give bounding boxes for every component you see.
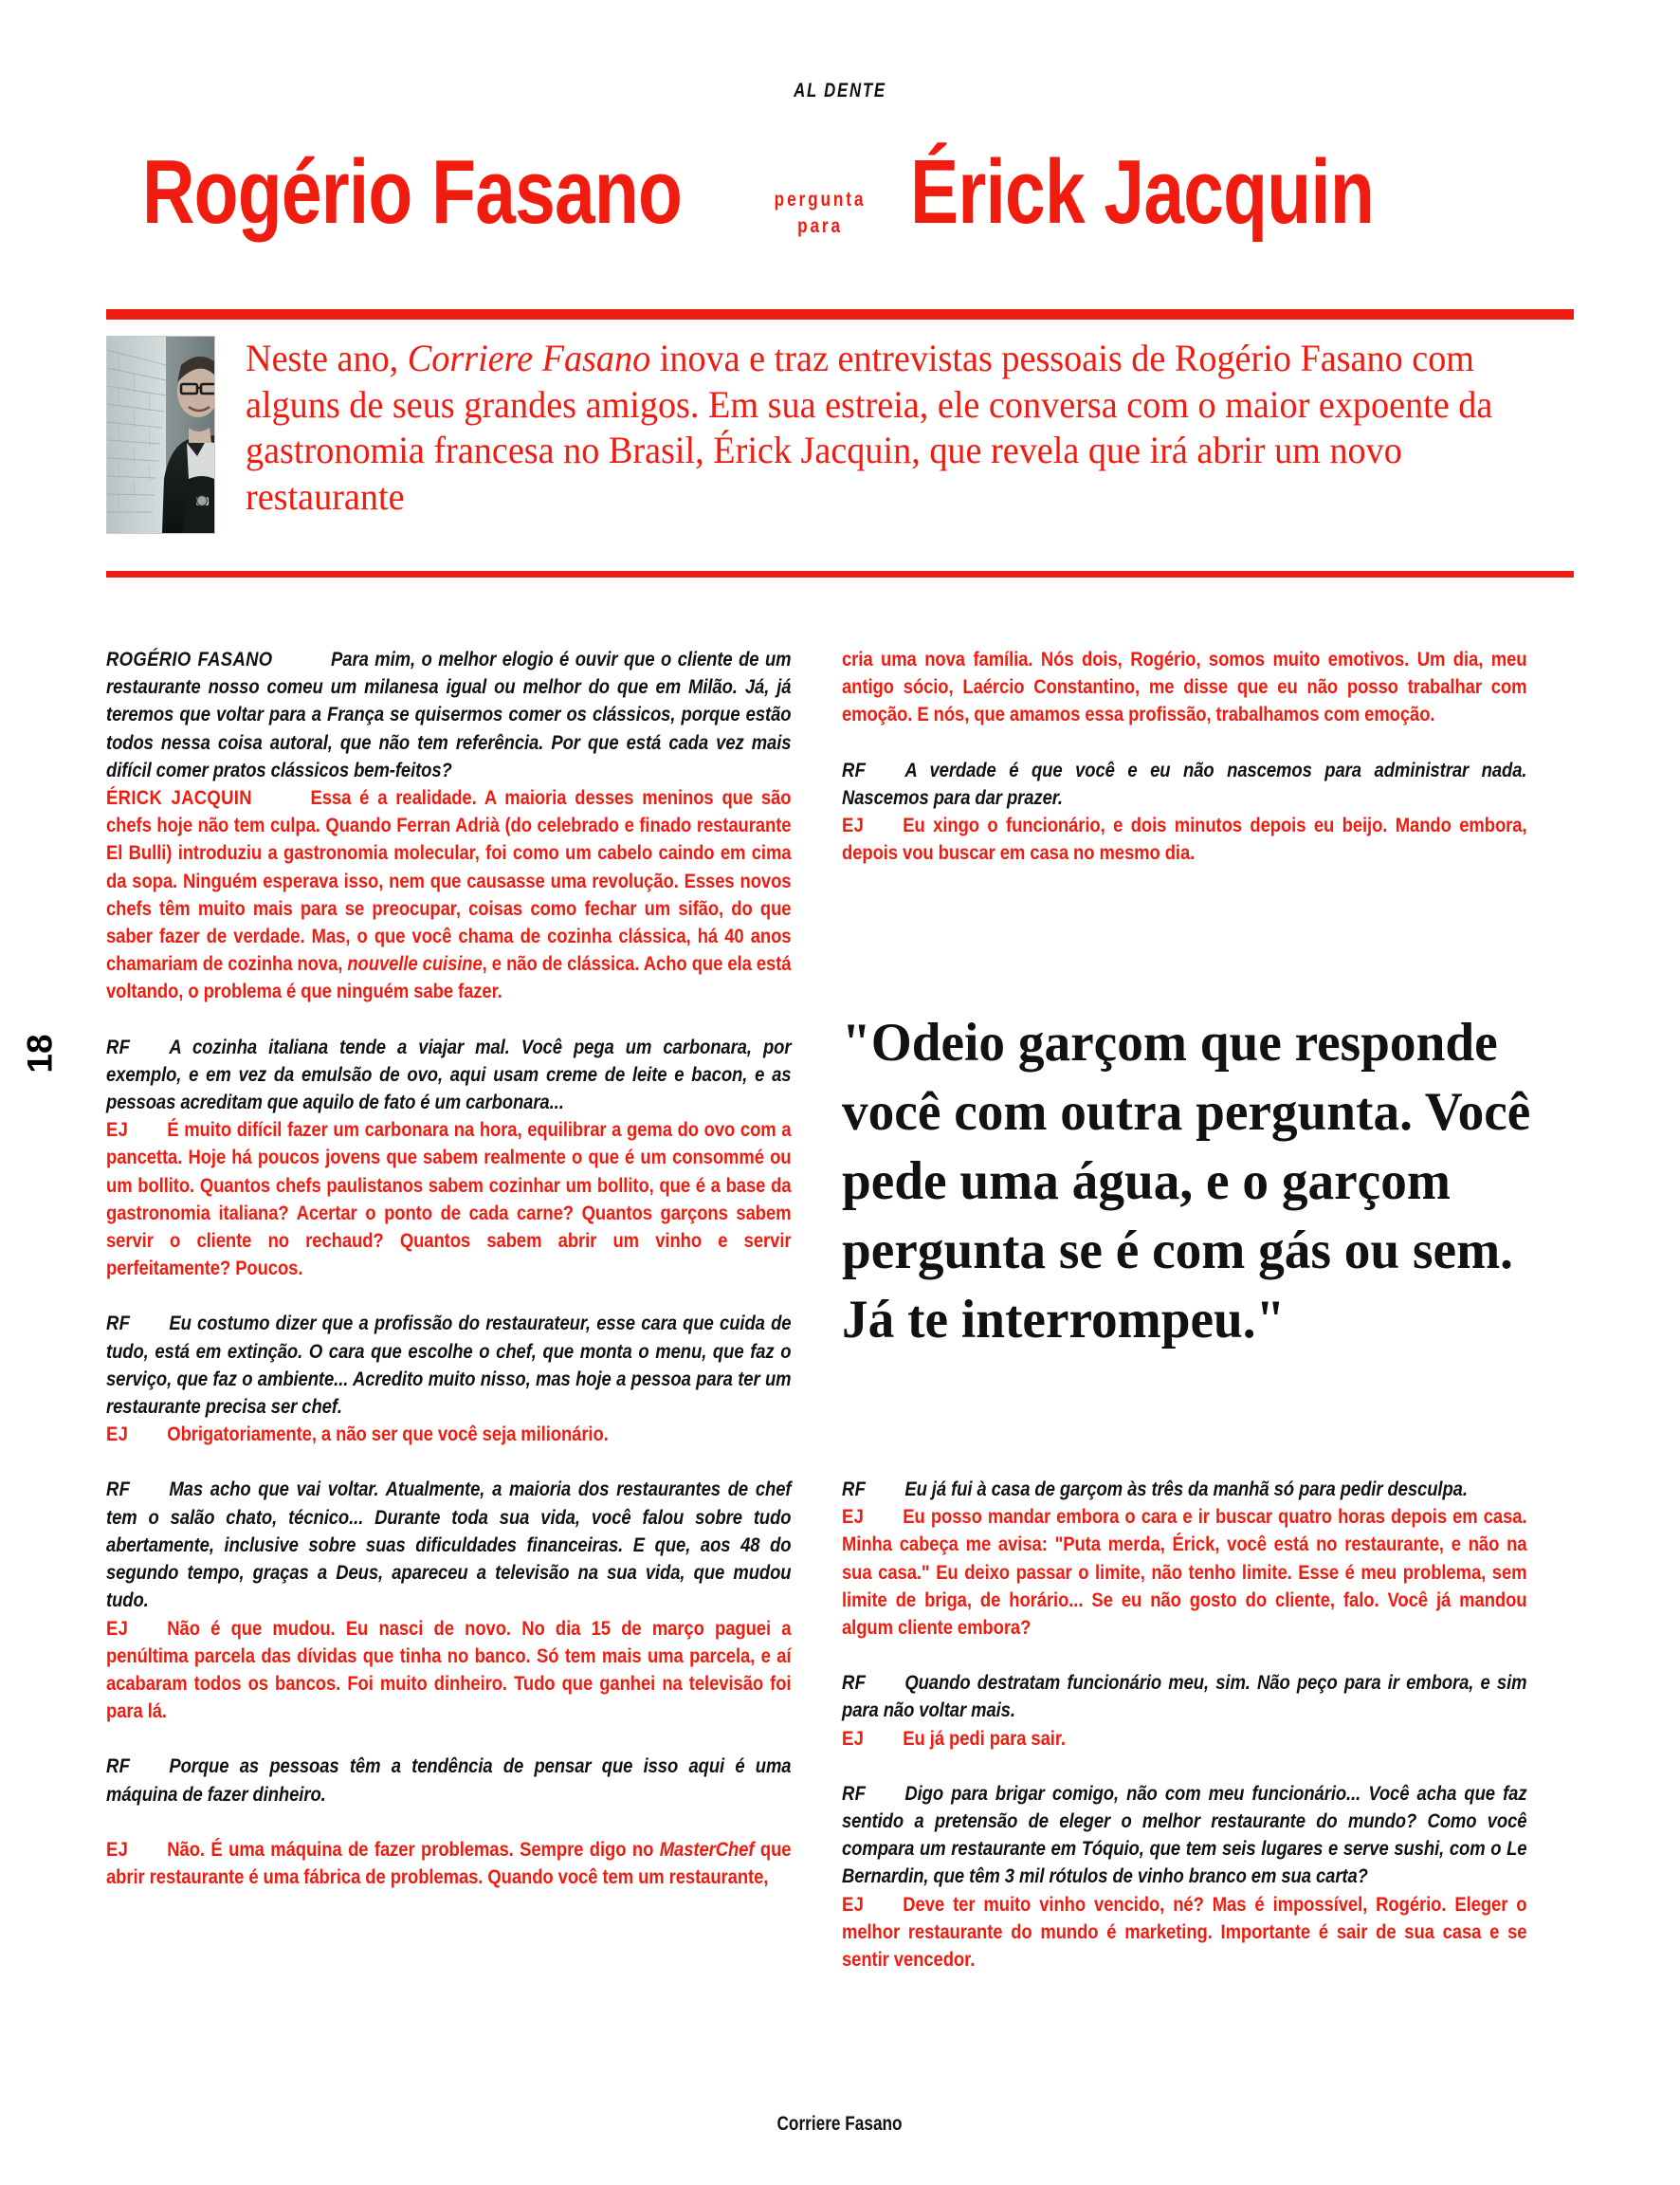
footer-label: Corriere Fasano <box>776 2113 904 2135</box>
dialogue-paragraph <box>842 1668 1526 1723</box>
speaker-label: ÉRICK JACQUIN <box>106 785 252 810</box>
dialogue-paragraph <box>106 645 791 783</box>
dialogue-text: Não. É uma máquina de fazer problemas. Sempre digo no <box>167 1836 660 1861</box>
divider-bottom <box>106 571 1574 578</box>
dialogue-text: A verdade é que você e eu não nascemos para administrar nada. Nascemos para dar prazer. <box>842 757 1527 809</box>
dialogue-text: Eu já fui à casa de garçom às três da manhã só para pedir desculpa. <box>904 1477 1468 1500</box>
speaker-label: RF <box>106 1034 131 1058</box>
headline-interviewer: Rogério Fasano <box>142 141 683 243</box>
dialogue-text: Porque as pessoas têm a tendência de pensar que isso aqui é uma máquina de fazer dinheiro. <box>106 1754 792 1806</box>
headline-connector <box>754 187 886 240</box>
dialogue-text: Quando destratam funcionário meu, sim. Não peço para ir embora, e sim para não voltar mais. <box>842 1670 1527 1722</box>
dialogue-paragraph <box>106 1614 791 1725</box>
dialogue-paragraph <box>842 1779 1526 1890</box>
connector-line-1: pergunta <box>774 189 867 211</box>
intro-part-1: Neste ano, <box>246 337 408 379</box>
dialogue-text: Eu posso mandar embora o cara e ir buscar quatro horas depois em casa. Minha cabeça me avisa: "Puta merda, Érick, você está no restaurante, e não na sua casa." Eu deixo passar o limite, não tenho limite. Esse é meu problema, sem limite de briga, de horário... Se eu não gosto do cliente, falo. Você já mandou algum cliente embora? <box>842 1504 1527 1640</box>
speaker-label: RF <box>842 1780 867 1805</box>
dialogue-paragraph <box>106 1033 791 1116</box>
speaker-label: EJ <box>842 1504 865 1529</box>
dialogue-paragraph <box>106 1309 791 1420</box>
dialogue-text: Eu já pedi para sair. <box>903 1725 1066 1750</box>
speaker-label: EJ <box>106 1422 129 1446</box>
headline <box>142 141 1555 243</box>
dialogue-paragraph <box>842 1890 1526 1974</box>
speaker-label: RF <box>842 1477 867 1500</box>
dialogue-paragraph <box>106 783 791 1005</box>
speaker-label: RF <box>106 1311 131 1335</box>
dialogue-paragraph <box>106 1835 791 1890</box>
connector-line-2: para <box>797 215 843 237</box>
dialogue-text: Eu costumo dizer que a profissão do restaurateur, esse cara que cuida de tudo, está em extinção. O cara que escolhe o chef, que monta o menu, que faz o serviço, que faz o ambiente... Acredito muito nisso, mas hoje a pessoa para ter um restaurante precisa ser chef. <box>106 1311 792 1419</box>
dialogue-text: A cozinha italiana tende a viajar mal. Você pega um carbonara, por exemplo, e em vez da emulsão de ovo, aqui usam creme de leite e bacon, e as pessoas acreditam que aquilo de fato é um carbonara... <box>106 1034 792 1114</box>
dialogue-text: Essa é a realidade. A maioria desses meninos que são chefs hoje não tem culpa. Quando Ferran Adrià (do celebrado e finado restaurante El Bulli) introduziu a gastronomia molecular, foi como um cabelo caindo em cima da sopa. Ninguém esperava isso, nem que causasse uma revolução. Esses novos chefs têm muito mais para se preocupar, coisas como fechar um sifão, do que saber fazer de verdade. Mas, o que você chama de cozinha clássica, há 40 anos chamariam de cozinha nova, <box>106 785 792 976</box>
dialogue-text: É muito difícil fazer um carbonara na hora, equilibrar a gema do ovo com a pancetta. Hoje há poucos jovens que sabem realmente o que é um consommé ou um bollito. Quantos chefs paulistanos sabem cozinhar um bollito, que é a base da gastronomia italiana? Acertar o ponto de cada carne? Quantos garçons sabem servir o cliente no rechaud? Quantos sabem abrir um vinho e servir perfeitamente? Poucos. <box>106 1117 792 1280</box>
portrait-image <box>107 337 214 533</box>
dialogue-text: , e não de clássica. Acho que ela está voltando, o problema é que ninguém sabe fazer. <box>106 951 792 1003</box>
column-left <box>106 645 791 1890</box>
page-number: 18 <box>20 1034 60 1074</box>
section-kicker: AL DENTE <box>794 80 886 101</box>
speaker-label: EJ <box>842 813 865 837</box>
intro-part-2: inova e traz entrevistas pessoais de Rogério Fasano com alguns de seus grandes amigos. Em sua estreia, ele conversa com o maior expoente da gastronomia francesa no Brasil, Érick Jacquin, que revela que irá abrir um novo restaurante <box>246 337 1493 518</box>
pull-quote: "Odeio garçom que responde você com outra pergunta. Você pede uma água, e o garçom pergunta se é com gás ou sem. Já te interrompeu." <box>842 1013 1531 1350</box>
intro-block <box>106 336 1576 563</box>
dialogue-paragraph <box>842 811 1526 866</box>
speaker-label: EJ <box>106 1117 129 1142</box>
dialogue-italic-term: nouvelle cuisine <box>347 951 483 976</box>
dialogue-paragraph <box>842 645 1526 728</box>
column-right-bottom <box>842 1475 1526 1973</box>
dialogue-text: Para mim, o melhor elogio é ouvir que o cliente de um restaurante nosso comeu um milanesa igual ou melhor do que em Milão. Já, já teremos que voltar para a França se quisermos comer os clássicos, porque estão todos nessa coisa autoral, que não tem referência. Por que está cada vez mais difícil comer pratos clássicos bem-feitos? <box>106 647 792 781</box>
speaker-label: EJ <box>106 1836 129 1861</box>
dialogue-paragraph <box>106 1475 791 1613</box>
speaker-label: RF <box>106 1477 131 1501</box>
dialogue-text: que abrir restaurante é uma fábrica de problemas. Quando você tem um restaurante, <box>106 1836 792 1888</box>
portrait-photo <box>106 336 215 534</box>
dialogue-paragraph <box>106 1420 791 1447</box>
speaker-label: EJ <box>842 1725 865 1750</box>
dialogue-text: Eu xingo o funcionário, e dois minutos depois eu beijo. Mando embora, depois vou buscar em casa no mesmo dia. <box>842 813 1527 865</box>
dialogue-paragraph <box>106 1115 791 1281</box>
headline-interviewee: Érick Jacquin <box>910 141 1375 243</box>
dialogue-paragraph <box>106 1752 791 1807</box>
dialogue-italic-term: MasterChef <box>659 1836 755 1861</box>
dialogue-paragraph <box>842 1475 1526 1502</box>
dialogue-text: Obrigatoriamente, a não ser que você seja milionário. <box>167 1422 609 1446</box>
column-right-top <box>842 645 1526 866</box>
dialogue-text: Deve ter muito vinho vencido, né? Mas é impossível, Rogério. Eleger o melhor restaurante do mundo é marketing. Importante é sair de sua casa e se sentir vencedor. <box>842 1891 1527 1972</box>
speaker-label: RF <box>106 1754 131 1778</box>
dialogue-text: Mas acho que vai voltar. Atualmente, a maioria dos restaurantes de chef tem o salão chato, técnico... Durante toda sua vida, você falou sobre tudo abertamente, inclusive sobre suas dificuldades financeiras. E que, aos 48 do segundo tempo, graças a Deus, apareceu a televisão na sua vida, que mudou tudo. <box>106 1477 792 1612</box>
divider-top <box>106 309 1574 320</box>
dialogue-text: cria uma nova família. Nós dois, Rogério, somos muito emotivos. Um dia, meu antigo sócio, Laércio Constantino, me disse que eu não posso trabalhar com emoção. E nós, que amamos essa profissão, trabalhamos com emoção. <box>842 647 1527 726</box>
speaker-label: EJ <box>842 1891 865 1916</box>
speaker-label: RF <box>842 1670 867 1695</box>
dialogue-paragraph <box>842 1724 1526 1752</box>
dialogue-text: Digo para brigar comigo, não com meu funcionário... Você acha que faz sentido a pretensão de eleger o melhor restaurante do mundo? Como você compara um restaurante em Tóquio, que tem seis lugares e serve sushi, com o Le Bernardin, que têm 3 mil rótulos de vinho branco em sua carta? <box>842 1780 1527 1888</box>
intro-paragraph <box>246 336 1516 520</box>
dialogue-paragraph <box>842 1502 1526 1641</box>
speaker-label: RF <box>842 757 867 781</box>
speaker-label: EJ <box>106 1615 129 1640</box>
dialogue-text: Não é que mudou. Eu nasci de novo. No dia 15 de março paguei a penúltima parcela das dívidas que tinha no banco. Só tem mais uma parcela, e aí acabaram todos os bancos. Foi muito dinheiro. Tudo que ganhei na televisão foi para lá. <box>106 1615 792 1723</box>
intro-italic-title: Corriere Fasano <box>407 337 651 379</box>
dialogue-paragraph <box>842 756 1526 811</box>
speaker-label: ROGÉRIO FASANO <box>106 647 273 670</box>
footer-publication <box>0 2113 1680 2136</box>
